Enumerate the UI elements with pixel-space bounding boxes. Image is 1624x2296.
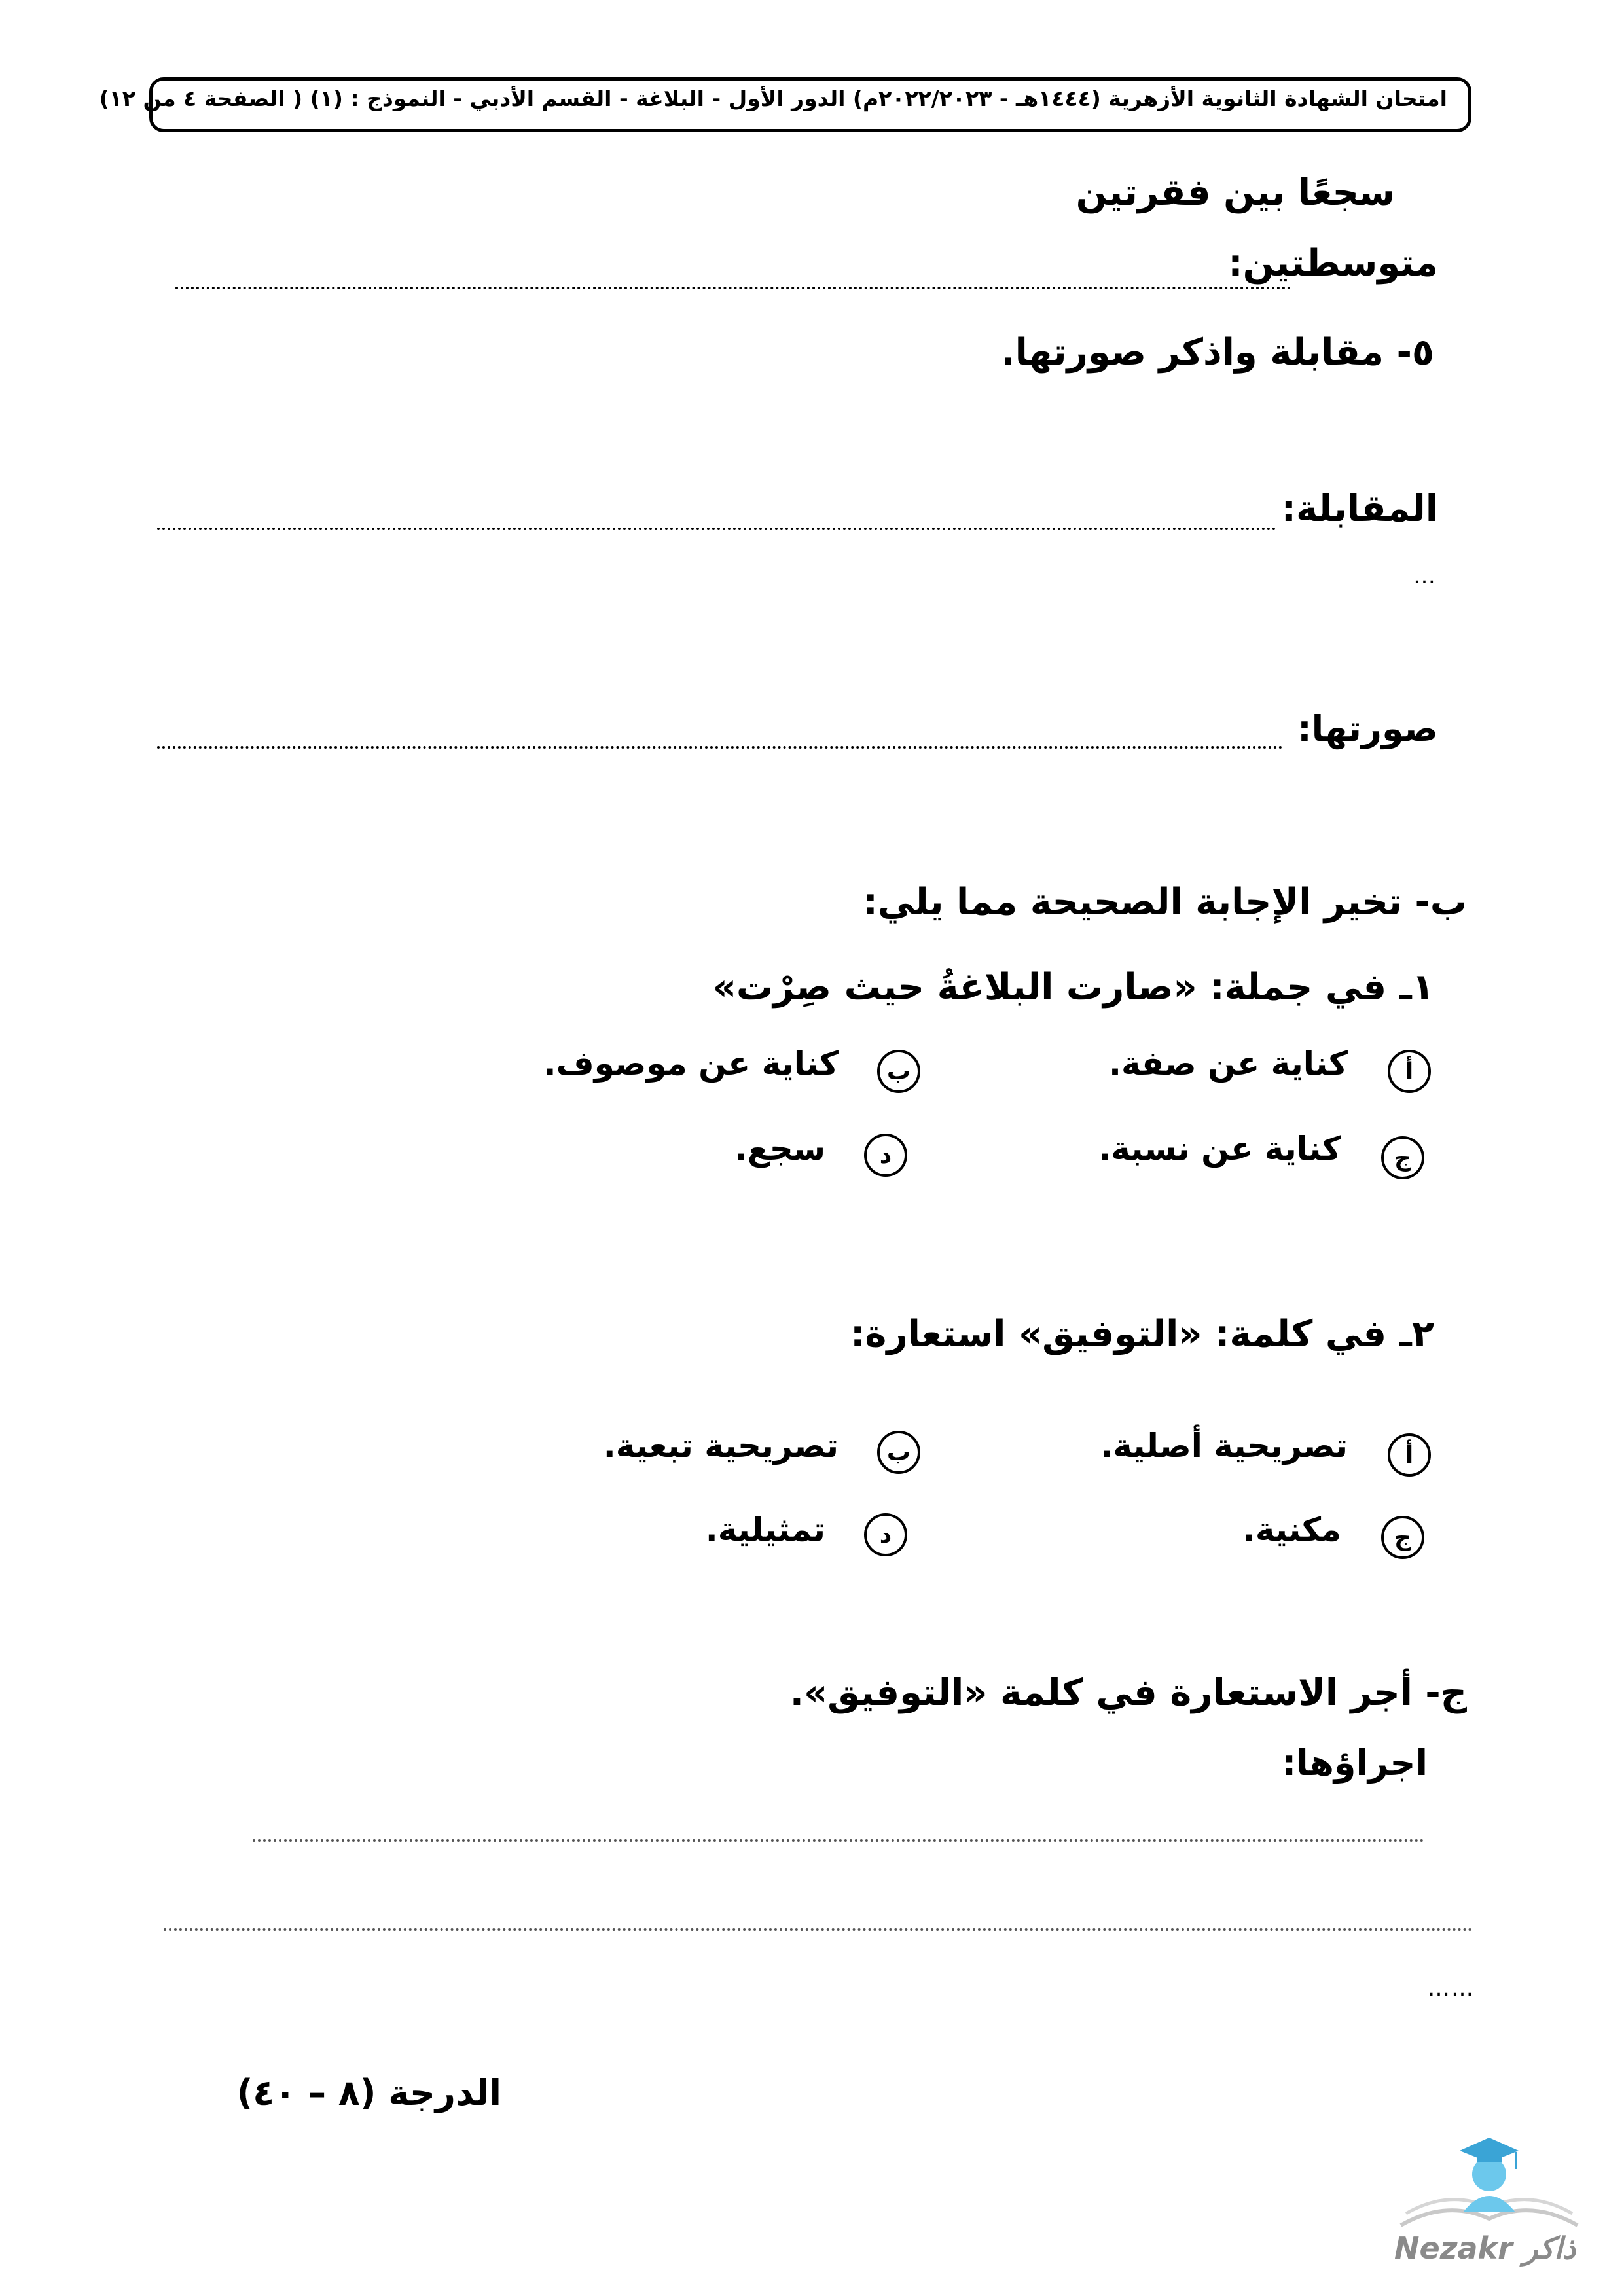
nezakr-logo — [1388, 2114, 1591, 2278]
question-5: ٥- مقابلة واذكر صورتها. — [1001, 331, 1434, 374]
question-1-stem: ١ـ في جملة: «صارت البلاغةُ حيث صِرْت» — [712, 966, 1434, 1009]
option-a-circle[interactable]: أ — [1388, 1433, 1431, 1477]
option-c-circle[interactable]: ج — [1381, 1516, 1424, 1559]
option-b-text[interactable]: تصريحية تبعية. — [603, 1427, 839, 1465]
option-d-circle[interactable]: د — [864, 1513, 907, 1556]
option-c-text[interactable]: مكنية. — [1242, 1511, 1341, 1549]
answer-line — [157, 746, 1283, 749]
answer-line — [164, 1928, 1473, 1931]
option-a-circle[interactable]: أ — [1388, 1050, 1431, 1093]
sura-label: صورتها: — [1297, 708, 1438, 749]
mutawassitatayn-label: متوسطتين: — [1228, 242, 1438, 285]
muqabala-label: المقابلة: — [1281, 488, 1438, 530]
option-a-text[interactable]: تصريحية أصلية. — [1100, 1427, 1348, 1465]
answer-line — [157, 528, 1276, 530]
exam-header: امتحان الشهادة الثانوية الأزهرية (١٤٤٤هـ - ٢٠٢٢/٢٠٢٣م) الدور الأول - البلاغة - القسم الأدبي - النموذج : (١) ( الصفحة ٤ من ١٢) — [99, 86, 1447, 111]
graduation-book-icon — [1388, 2114, 1591, 2238]
section-c-title: ج- أجر الاستعارة في كلمة «التوفيق». — [789, 1672, 1467, 1714]
option-b-circle[interactable]: ب — [877, 1050, 920, 1093]
answer-line — [175, 287, 1291, 289]
question-2-stem: ٢ـ في كلمة: «التوفيق» استعارة: — [850, 1313, 1434, 1355]
section-b-title: ب- تخير الإجابة الصحيحة مما يلي: — [863, 881, 1467, 924]
option-b-circle[interactable]: ب — [877, 1431, 920, 1474]
ijraauha-label: اجراؤها: — [1282, 1742, 1428, 1784]
option-d-text[interactable]: سجع. — [734, 1130, 825, 1168]
nezakr-wordmark: Nezakr ذاكر — [1394, 2231, 1576, 2266]
option-b-text[interactable]: كناية عن موصوف. — [543, 1045, 839, 1083]
option-c-text[interactable]: كناية عن نسبة. — [1098, 1130, 1341, 1168]
answer-line — [253, 1839, 1424, 1842]
option-c-circle[interactable]: ج — [1381, 1136, 1424, 1179]
option-a-text[interactable]: كناية عن صفة. — [1109, 1045, 1348, 1083]
continuation-dots: …… — [1428, 1975, 1475, 2001]
grade: الدرجة (٨ – ٤٠) — [236, 2072, 501, 2113]
option-d-text[interactable]: تمثيلية. — [705, 1511, 825, 1549]
option-d-circle[interactable]: د — [864, 1134, 907, 1177]
saj-line: سجعًا بين فقرتين — [1075, 171, 1395, 214]
continuation-dots: … — [1413, 563, 1435, 589]
